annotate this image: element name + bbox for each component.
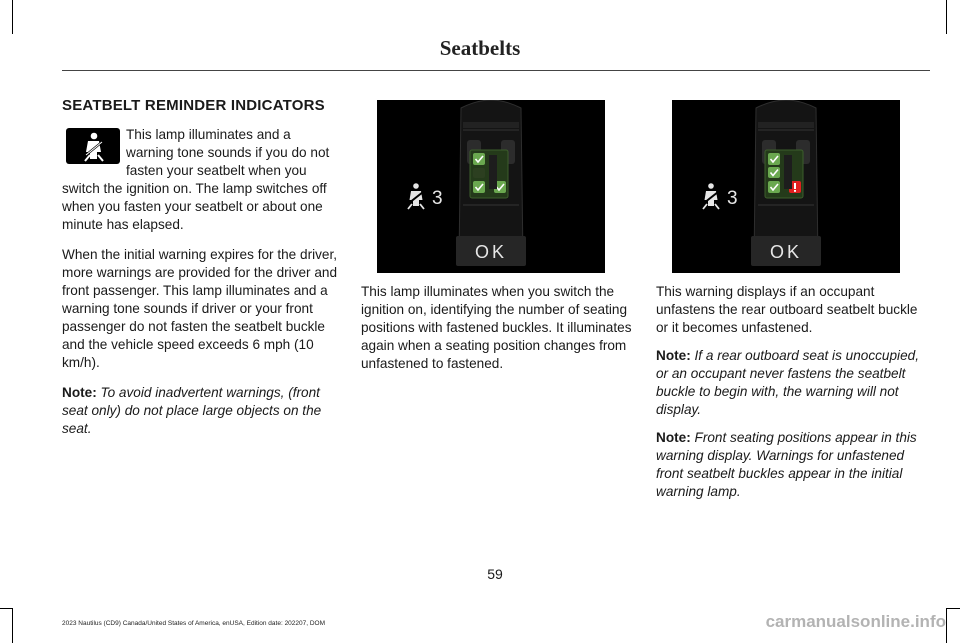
crop-mark-top-left-v bbox=[12, 0, 13, 34]
check-icon bbox=[768, 181, 780, 193]
note-label: Note: bbox=[656, 348, 691, 363]
ok-label: OK bbox=[769, 242, 803, 262]
paragraph-additional-warnings: When the initial warning expires for the driver, more warnings are provided for the driver and front passenger. This lamp illuminates and a warning tone sounds if driver or your front passenger do not fasten the seatbelt buckle and the vehicle speed exceeds 6 mph (10 km/h). bbox=[62, 247, 338, 370]
note-label: Note: bbox=[656, 430, 691, 445]
section-heading: SEATBELT REMINDER INDICATORS bbox=[62, 97, 325, 114]
caption-text: This warning displays if an occupant unfastens the rear outboard seatbelt buckle or it becomes unfastened. bbox=[656, 284, 918, 335]
fastened-count: 3 bbox=[432, 188, 443, 209]
check-icon bbox=[768, 153, 780, 165]
caption-display-1 bbox=[361, 283, 636, 373]
header-rule bbox=[62, 70, 930, 71]
footer-edition: 2023 Nautilus (CD9) Canada/United States of America, enUSA, Edition date: 202207, DOM bbox=[62, 620, 326, 627]
caption-display-2 bbox=[656, 283, 931, 501]
check-icon bbox=[473, 181, 485, 193]
page-header-title: Seatbelts bbox=[439, 36, 521, 60]
watermark: carmanualsonline.info bbox=[765, 612, 946, 631]
column-1-text bbox=[62, 126, 340, 438]
note-front-seating bbox=[656, 429, 931, 501]
ok-label: OK bbox=[474, 242, 508, 262]
check-icon bbox=[473, 153, 485, 165]
crop-mark-top-right-v bbox=[946, 0, 947, 34]
note-text: Front seating positions appear in this warning display. Warnings for unfastened front seatbelt buckles appear in the initial warning lamp. bbox=[656, 430, 917, 499]
page-number: 59 bbox=[487, 566, 503, 582]
note-label: Note: bbox=[62, 385, 97, 400]
seatbelt-icon bbox=[408, 183, 424, 209]
display-image-fastened bbox=[377, 100, 605, 273]
crop-mark-bottom-left-v bbox=[12, 608, 13, 643]
seatbelt-icon bbox=[703, 183, 719, 209]
paragraph-lamp-description: This lamp illuminates and a warning tone sounds if you do not fasten your seatbelt when you switch the ignition on. The lamp switches off when you fasten your seatbelt or about one minute has elapsed. bbox=[62, 127, 330, 232]
note-inadvertent-warnings bbox=[62, 384, 340, 438]
display-image-unfastened bbox=[672, 100, 900, 273]
note-text: If a rear outboard seat is unoccupied, or an occupant never fastens the seatbelt buckle to begin with, the warning will not display. bbox=[656, 348, 919, 417]
check-icon bbox=[768, 167, 780, 178]
crop-mark-bottom-right-v bbox=[946, 608, 947, 643]
caption-text: This lamp illuminates when you switch the ignition on, identifying the number of seating positions with fastened buckles. It illuminates again when a seating position changes from unfastened to fastened. bbox=[361, 284, 632, 371]
crop-mark-bottom-left-h bbox=[0, 608, 12, 609]
unfastened-count: 3 bbox=[727, 188, 738, 209]
note-text: To avoid inadvertent warnings, (front seat only) do not place large objects on the seat. bbox=[62, 385, 322, 436]
crop-mark-bottom-right-h bbox=[946, 608, 960, 609]
note-unoccupied bbox=[656, 347, 931, 419]
